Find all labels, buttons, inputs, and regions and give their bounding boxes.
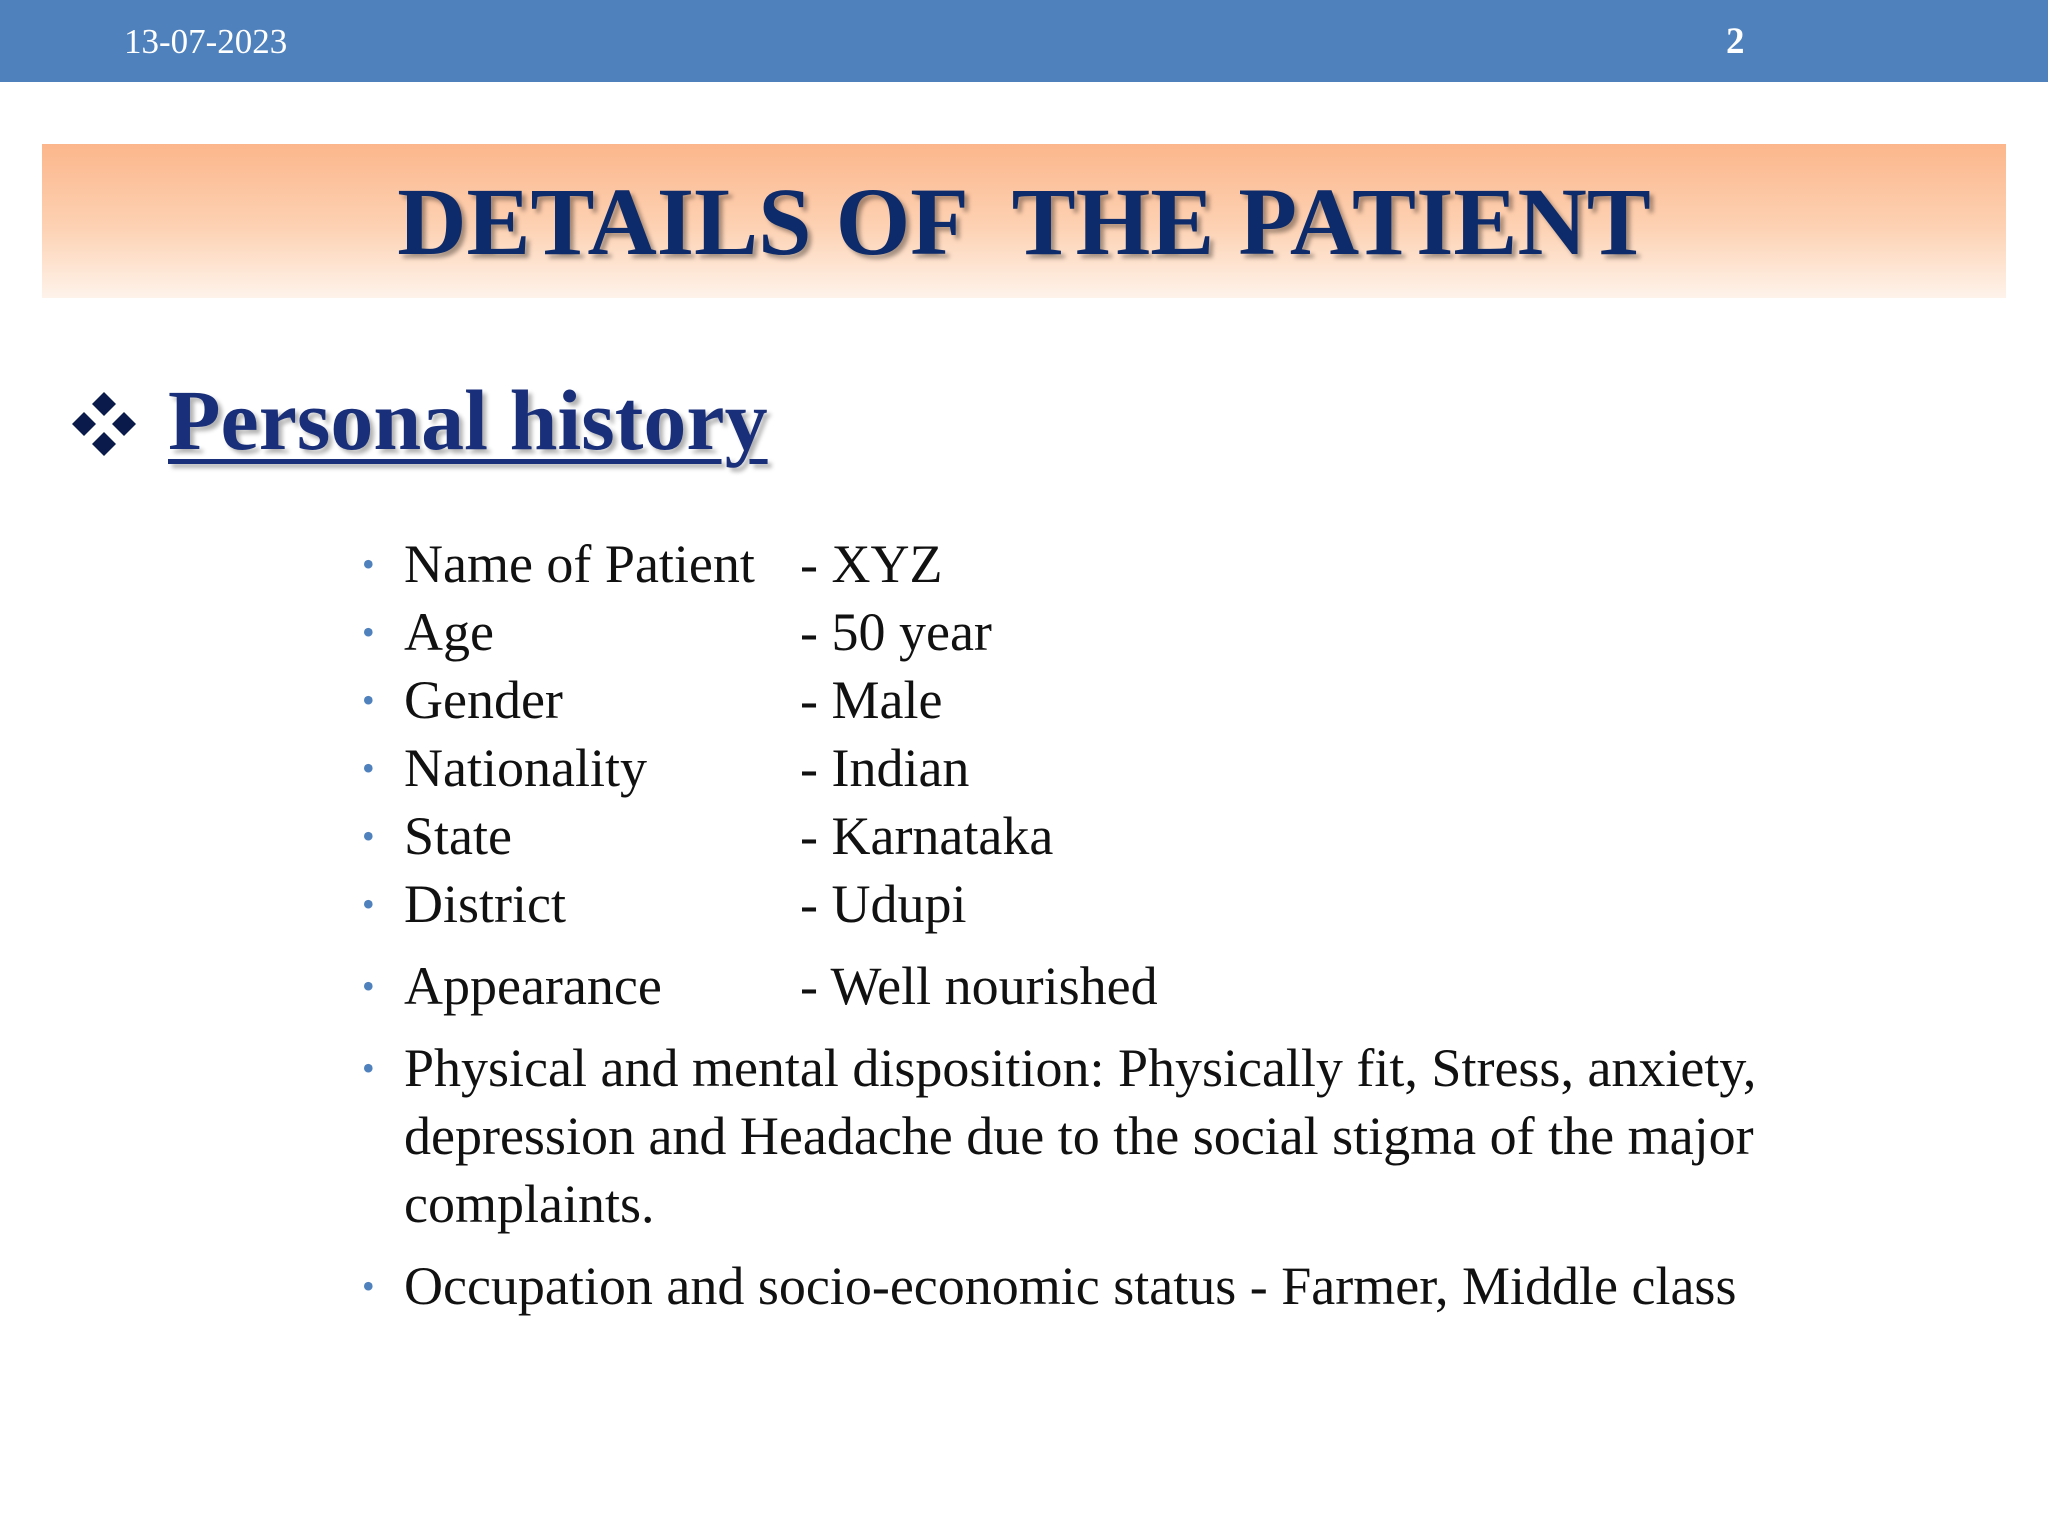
list-item-paragraph — [356, 1252, 1876, 1320]
bullet-icon: • — [362, 544, 375, 584]
item-label: Name of Patient — [404, 534, 755, 594]
slide-title: DETAILS OF THE PATIENT — [397, 168, 1651, 275]
item-value: - Udupi — [800, 874, 967, 934]
item-label: Gender — [404, 670, 563, 730]
list-item — [356, 734, 1876, 802]
item-value: - Well nourished — [800, 956, 1158, 1016]
item-value: - 50 year — [800, 602, 992, 662]
section-heading: Personal history — [168, 372, 768, 468]
list-item — [356, 666, 1876, 734]
bullet-icon: • — [362, 966, 375, 1006]
paragraph-text: Physical and mental disposition: Physically fit, Stress, anxiety, depression and Headache due to the social stigma of the major complaints. — [404, 1038, 1757, 1234]
bullet-icon: • — [362, 680, 375, 720]
list-item-paragraph — [356, 1034, 1876, 1238]
list-item — [356, 598, 1876, 666]
item-label: Age — [404, 602, 494, 662]
bullet-icon: • — [362, 816, 375, 856]
bullet-icon: • — [362, 1266, 375, 1306]
list-item — [356, 870, 1876, 938]
item-label: Appearance — [404, 956, 662, 1016]
title-band — [42, 144, 2006, 298]
item-label: District — [404, 874, 566, 934]
diamond-bullet-icon — [68, 388, 140, 460]
bullet-icon: • — [362, 1048, 375, 1088]
item-label: State — [404, 806, 512, 866]
list-item — [356, 802, 1876, 870]
item-value: - Male — [800, 670, 943, 730]
paragraph-text: Occupation and socio-economic status - Farmer, Middle class — [404, 1256, 1737, 1316]
item-value: - Karnataka — [800, 806, 1054, 866]
item-label: Nationality — [404, 738, 647, 798]
item-value: - XYZ — [800, 534, 943, 594]
bullet-icon: • — [362, 748, 375, 788]
slide-date: 13-07-2023 — [124, 22, 288, 61]
header-bar — [0, 0, 2048, 82]
personal-history-list — [356, 530, 1876, 1320]
list-item — [356, 952, 1876, 1020]
slide-number: 2 — [1726, 21, 1745, 62]
bullet-icon: • — [362, 884, 375, 924]
item-value: - Indian — [800, 738, 970, 798]
bullet-icon: • — [362, 612, 375, 652]
list-item — [356, 530, 1876, 598]
